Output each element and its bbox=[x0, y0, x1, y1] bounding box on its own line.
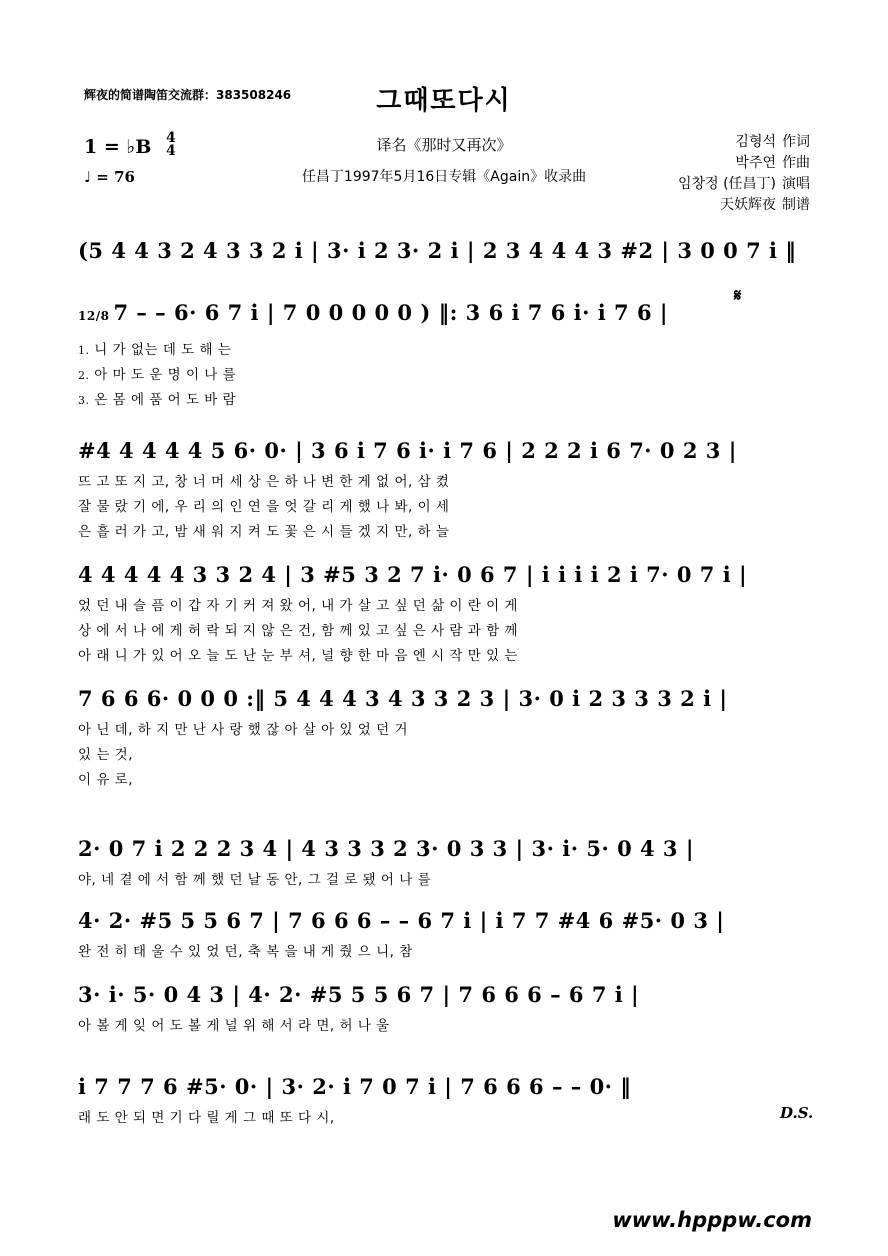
verse-number: 3. bbox=[78, 394, 90, 407]
music-system-5 bbox=[78, 686, 818, 793]
lyric-line bbox=[78, 363, 818, 388]
notation-line bbox=[78, 300, 818, 326]
lyric-line: 은 흘 러 가 고, 밤 새 워 지 켜 도 꽃 은 시 들 겠 지 만, 하 늘 bbox=[78, 524, 450, 540]
music-system-9 bbox=[78, 1074, 818, 1131]
ds-marking: D.S. bbox=[780, 1104, 814, 1122]
lyric-line: 아 래 니 가 있 어 오 늘 도 난 눈 부 셔, 널 향 한 마 음 엔 시 작 만 있 는 bbox=[78, 648, 518, 664]
lyric-text: 니 가 없는 데 도 해 는 bbox=[94, 342, 232, 358]
notation-line: 7 6 6 6· 0 0 0 :‖ 5 4 4 4 3 4 3 3 2 3 | 3· 0 i 2 3 3 3 2 i | bbox=[78, 686, 728, 711]
credit-role: 作曲 bbox=[782, 155, 810, 171]
credit-name: 天妖辉夜 bbox=[720, 197, 776, 213]
notation-line: 4· 2· #5 5 5 6 7 | 7 6 6 6 – – 6 7 i | i 7 7 #4 6 #5· 0 3 | bbox=[78, 908, 725, 933]
notation-line: 3· i· 5· 0 4 3 | 4· 2· #5 5 5 6 7 | 7 6 6 6 – 6 7 i | bbox=[78, 982, 640, 1007]
group-tag: 辉夜的简谱陶笛交流群：383508246 bbox=[84, 88, 292, 102]
subtitle-album: 任昌丁1997年5月16日专辑《Again》收录曲 bbox=[301, 169, 587, 185]
music-system-6 bbox=[78, 836, 818, 893]
time-signature-denominator: 4 bbox=[166, 143, 176, 159]
lyric-line: 상 에 서 나 에 게 허 락 되 지 않 은 건, 함 께 있 고 싶 은 사 람 과 함 께 bbox=[78, 623, 518, 639]
time-signature-numerator: 4 bbox=[166, 130, 176, 146]
lyric-text: 아 마 도 운 명 이 나 를 bbox=[94, 367, 237, 383]
lyric-line: 뜨 고 또 지 고, 창 너 머 세 상 은 하 나 변 한 게 없 어, 삼 켰 bbox=[78, 474, 450, 490]
time-signature bbox=[166, 132, 176, 158]
credit-role: 作词 bbox=[782, 134, 810, 150]
notation-line: 4 4 4 4 4 3 3 2 4 | 3 #5 3 2 7 i· 0 6 7 | i i i i 2 i 7· 0 7 i | bbox=[78, 562, 748, 587]
credit-name: 박주연 bbox=[735, 155, 776, 171]
credit-name: 김형석 bbox=[735, 134, 776, 150]
lyric-line: 래 도 안 되 면 기 다 릴 게 그 때 또 다 시, bbox=[78, 1110, 335, 1126]
lyric-line bbox=[78, 388, 818, 413]
time-signature-inline: 12/8 bbox=[78, 309, 110, 323]
notation-text: 7 – – 6· 6 7 i | 7 0 0 0 0 0 ) ‖: 3 6 i 7 6 i· i 7 6 | bbox=[113, 300, 669, 325]
credit-role: 制谱 bbox=[782, 197, 810, 213]
page-title: 그때또다시 bbox=[376, 86, 512, 116]
notation-line: i 7 7 7 6 #5· 0· | 3· 2· i 7 0 7 i | 7 6 6 6 – – 0· ‖ bbox=[78, 1074, 632, 1099]
verse-number: 1. bbox=[78, 344, 90, 357]
credit-row bbox=[678, 153, 810, 174]
music-system-7 bbox=[78, 908, 818, 965]
music-system-2 bbox=[78, 300, 818, 413]
lyric-line: 었 던 내 슬 픔 이 갑 자 기 커 져 왔 어, 내 가 살 고 싶 던 삶 이 란 이 게 bbox=[78, 598, 518, 614]
music-system-3 bbox=[78, 438, 818, 545]
lyric-line: 이 유 로, bbox=[78, 772, 133, 788]
lyric-text: 온 몸 에 품 어 도 바 람 bbox=[94, 392, 237, 408]
subtitle-translation: 译名《那时又再次》 bbox=[376, 136, 512, 154]
credit-row bbox=[678, 174, 810, 195]
credit-role: 演唱 bbox=[782, 176, 810, 192]
lyric-line: 잘 물 랐 기 에, 우 리 의 인 연 을 엇 갈 리 게 했 나 봐, 이 세 bbox=[78, 499, 450, 515]
music-system-4 bbox=[78, 562, 818, 669]
key-signature: 1 = ♭B bbox=[84, 136, 152, 158]
credits-block bbox=[678, 132, 810, 216]
credit-row bbox=[678, 132, 810, 153]
lyric-line bbox=[78, 338, 818, 363]
tempo-marking: ♩ = 76 bbox=[84, 168, 135, 186]
music-system-8 bbox=[78, 982, 818, 1039]
lyric-line: 아 볼 게 잊 어 도 볼 게 널 위 해 서 라 면, 허 나 울 bbox=[78, 1018, 390, 1034]
credit-row bbox=[678, 195, 810, 216]
notation-line: (5 4 4 3 2 4 3 3 2 i | 3· i 2 3· 2 i | 2 3 4 4 4 3 #2 | 3 0 0 7 i ‖ bbox=[78, 238, 797, 263]
credit-name: 임창정 (任昌丁) bbox=[678, 176, 776, 192]
verse-number: 2. bbox=[78, 369, 90, 382]
music-system-1 bbox=[78, 238, 818, 264]
lyric-line: 완 전 히 태 울 수 있 었 던, 축 복 을 내 게 줬 으 니, 참 bbox=[78, 944, 413, 960]
lyric-line: 아 닌 데, 하 지 만 난 사 랑 했 잖 아 살 아 있 었 던 거 bbox=[78, 722, 408, 738]
lyric-line: 야, 네 곁 에 서 함 께 했 던 날 동 안, 그 걸 로 됐 어 나 를 bbox=[78, 872, 432, 888]
segno-sign: 𝄋 bbox=[734, 286, 742, 306]
notation-line: #4 4 4 4 4 5 6· 0· | 3 6 i 7 6 i· i 7 6 | 2 2 2 i 6 7· 0 2 3 | bbox=[78, 438, 737, 463]
watermark: www.hpppw.com bbox=[612, 1208, 812, 1232]
notation-line: 2· 0 7 i 2 2 2 3 4 | 4 3 3 3 2 3· 0 3 3 | 3· i· 5· 0 4 3 | bbox=[78, 836, 694, 861]
lyric-line: 있 는 것, bbox=[78, 747, 133, 763]
